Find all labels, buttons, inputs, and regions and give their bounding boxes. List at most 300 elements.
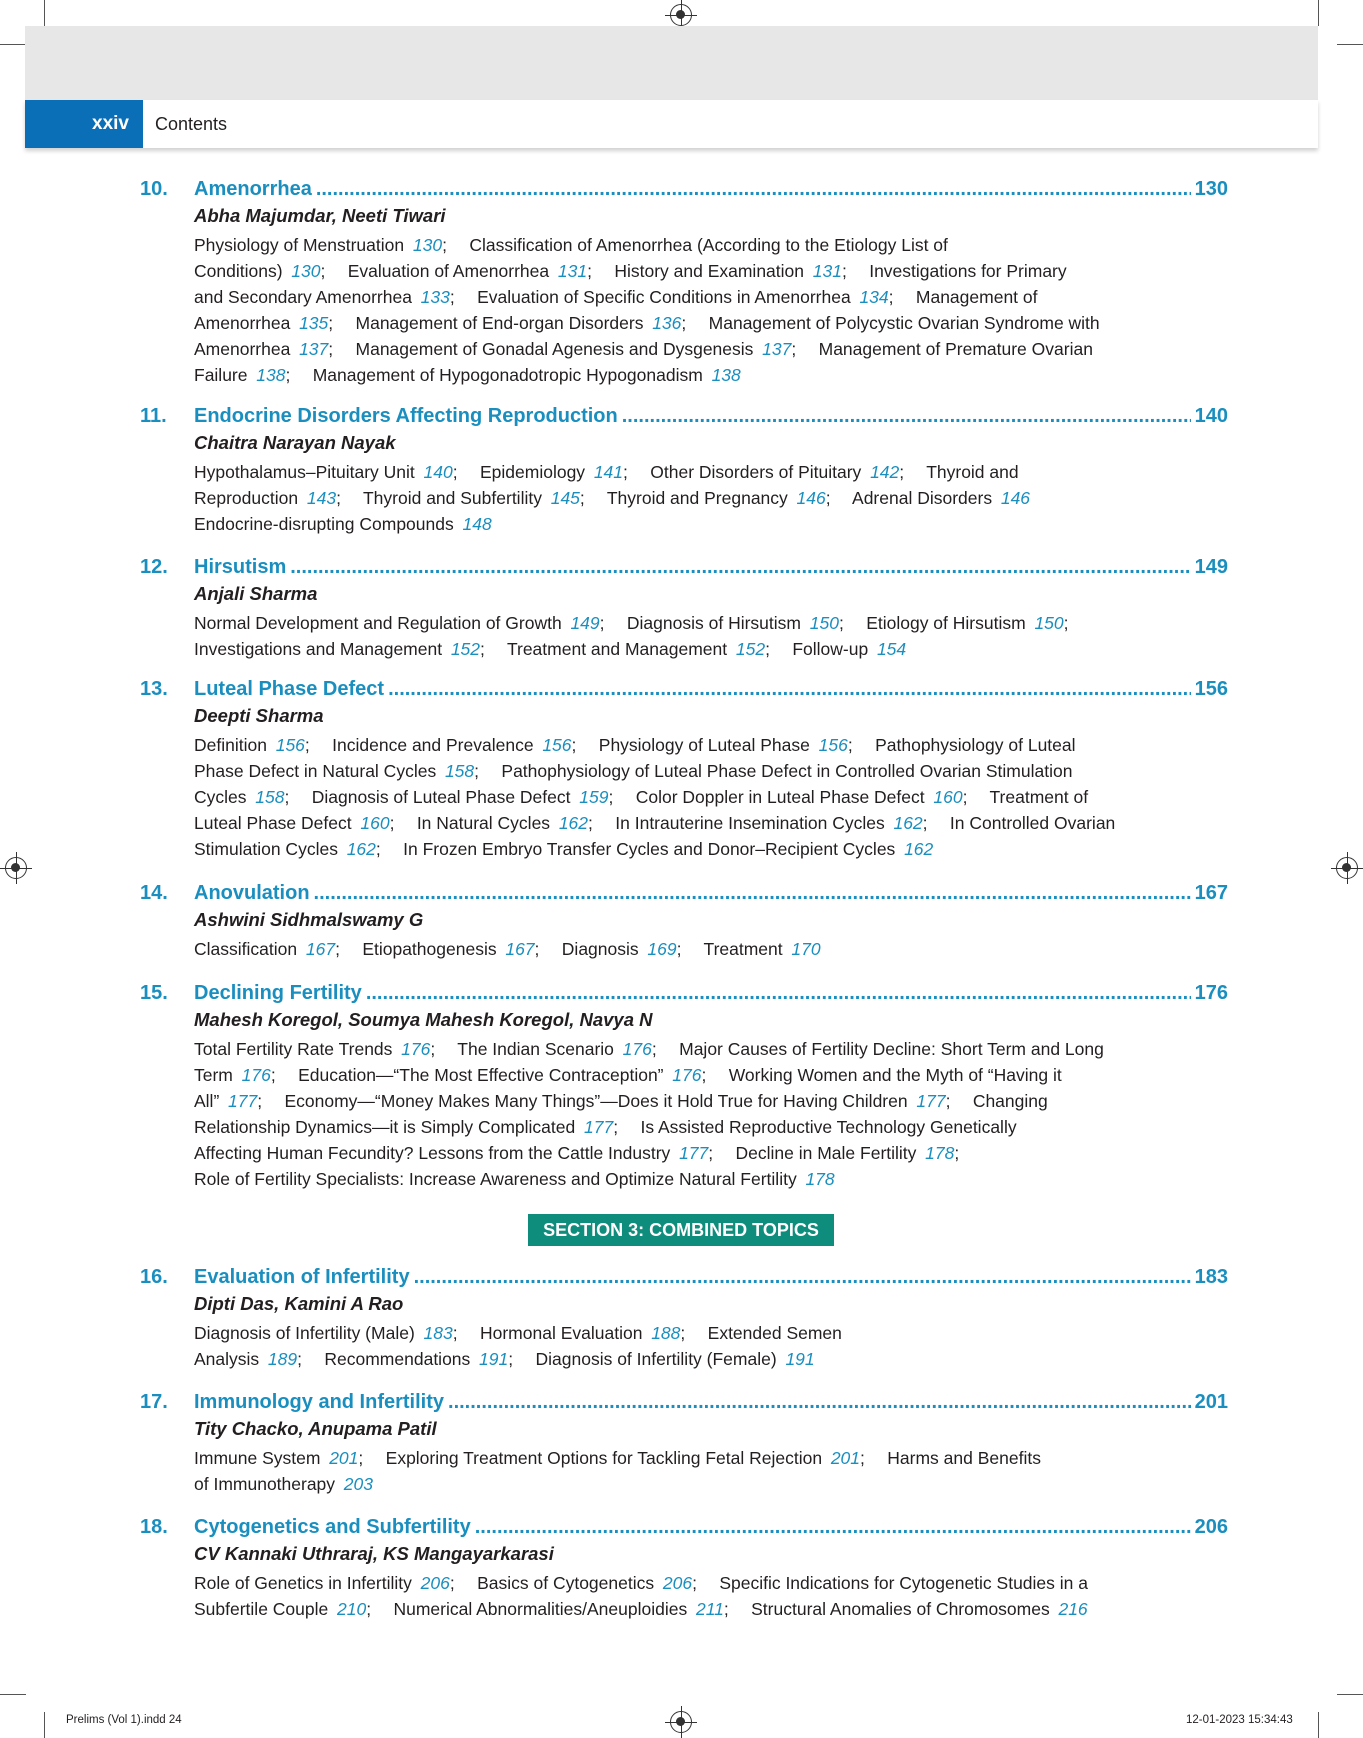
topic-name: Treatment bbox=[703, 939, 783, 959]
topic-separator: ; bbox=[860, 1448, 865, 1468]
topic-page: 201 bbox=[830, 1448, 861, 1468]
chapter-authors: CV Kannaki Uthraraj, KS Mangayarkarasi bbox=[194, 1543, 554, 1564]
topic-name: Management of Hypogonadotropic Hypogonadism bbox=[312, 365, 703, 385]
topic-name: In Controlled Ovarian bbox=[949, 813, 1116, 833]
topic-name: Working Women and the Myth of “Having it bbox=[728, 1065, 1062, 1085]
topic-separator: ; bbox=[608, 787, 614, 807]
topic-name: Physiology of Menstruation bbox=[194, 235, 405, 255]
topic-name: Normal Development and Regulation of Growth bbox=[194, 613, 562, 633]
chapter-authors: Anjali Sharma bbox=[194, 583, 318, 604]
chapter-number: 13. bbox=[140, 678, 168, 700]
topic-line bbox=[194, 1445, 1194, 1471]
dot-leader bbox=[475, 1516, 1191, 1539]
topic-line bbox=[194, 1140, 1194, 1166]
topic-name: Evaluation of Amenorrhea bbox=[347, 261, 550, 281]
topic-name: Hypothalamus–Pituitary Unit bbox=[194, 462, 415, 482]
topic-line bbox=[194, 1346, 1194, 1372]
topic-name: Management of Polycystic Ovarian Syndrome with bbox=[708, 313, 1100, 333]
dot-leader bbox=[314, 882, 1191, 905]
topic-separator: ; bbox=[366, 1599, 372, 1619]
topic-name: Treatment of bbox=[989, 787, 1089, 807]
topic-line bbox=[194, 284, 1194, 310]
topic-line bbox=[194, 232, 1194, 258]
topic-separator: ; bbox=[888, 287, 894, 307]
topic-name: The Indian Scenario bbox=[457, 1039, 614, 1059]
topic-line bbox=[194, 310, 1194, 336]
topic-name: In Frozen Embryo Transfer Cycles and Donor–Recipient Cycles bbox=[403, 839, 896, 859]
topic-page: 191 bbox=[785, 1349, 815, 1369]
topic-separator: ; bbox=[841, 261, 847, 281]
dot-leader bbox=[622, 405, 1191, 428]
entry-heading bbox=[140, 982, 1228, 1005]
toc-entry bbox=[140, 1391, 1228, 1497]
topic-name: Endocrine-disrupting Compounds bbox=[194, 514, 454, 534]
topic-separator: ; bbox=[304, 735, 310, 755]
topic-page: 138 bbox=[256, 365, 286, 385]
dot-leader bbox=[290, 556, 1190, 579]
page-header bbox=[25, 100, 1318, 148]
topic-line bbox=[194, 362, 1194, 388]
chapter-number: 11. bbox=[140, 405, 167, 427]
topic-name: Harms and Benefits bbox=[887, 1448, 1041, 1468]
topic-name: Classification of Amenorrhea (According to the Etiology List of bbox=[469, 235, 948, 255]
registration-mark-icon bbox=[670, 4, 692, 26]
toc-entry bbox=[140, 178, 1228, 388]
topic-name: Adrenal Disorders bbox=[852, 488, 993, 508]
topic-separator: ; bbox=[791, 339, 797, 359]
topic-name: Recommendations bbox=[324, 1349, 471, 1369]
topic-page: 137 bbox=[299, 339, 329, 359]
topic-separator: ; bbox=[328, 313, 334, 333]
topic-name: Failure bbox=[194, 365, 248, 385]
topic-name: Diagnosis of Infertility (Female) bbox=[535, 1349, 777, 1369]
chapter-number: 10. bbox=[140, 178, 168, 200]
topic-name: Incidence and Prevalence bbox=[332, 735, 534, 755]
topic-line bbox=[194, 336, 1194, 362]
topic-separator: ; bbox=[692, 1573, 697, 1593]
toc-entry bbox=[140, 1516, 1228, 1622]
topic-name: Management of Premature Ovarian bbox=[818, 339, 1093, 359]
topic-page: 183 bbox=[423, 1323, 453, 1343]
topic-name: Diagnosis of Luteal Phase Defect bbox=[311, 787, 571, 807]
topic-separator: ; bbox=[571, 735, 577, 755]
chapter-title: Immunology and Infertility bbox=[194, 1391, 445, 1413]
registration-mark-icon bbox=[1336, 857, 1358, 879]
topic-separator: ; bbox=[508, 1349, 514, 1369]
toc-entry bbox=[140, 556, 1228, 662]
topic-page: 188 bbox=[651, 1323, 681, 1343]
topic-line bbox=[194, 836, 1194, 862]
topic-separator: ; bbox=[681, 313, 687, 333]
entry-heading bbox=[140, 1266, 1228, 1289]
topic-line bbox=[194, 485, 1194, 511]
topic-page: 178 bbox=[925, 1143, 955, 1163]
topic-page: 176 bbox=[241, 1065, 271, 1085]
entry-heading bbox=[140, 405, 1228, 428]
topic-page: 176 bbox=[401, 1039, 431, 1059]
topic-separator: ; bbox=[838, 613, 844, 633]
topic-name: Education—“The Most Effective Contraception” bbox=[298, 1065, 664, 1085]
topic-name: Numerical Abnormalities/Aneuploidies bbox=[393, 1599, 688, 1619]
topic-name: of Immunotherapy bbox=[194, 1474, 336, 1494]
topic-separator: ; bbox=[270, 1065, 276, 1085]
topic-name: Major Causes of Fertility Decline: Short Term and Long bbox=[679, 1039, 1104, 1059]
chapter-authors: Chaitra Narayan Nayak bbox=[194, 432, 396, 453]
topic-line bbox=[194, 636, 1194, 662]
crop-mark bbox=[1337, 1694, 1363, 1695]
topic-page: 210 bbox=[337, 1599, 367, 1619]
topic-separator: ; bbox=[375, 839, 381, 859]
topic-name: Pathophysiology of Luteal bbox=[875, 735, 1076, 755]
topic-page: 131 bbox=[812, 261, 842, 281]
chapter-page: 206 bbox=[1194, 1516, 1228, 1538]
topic-line bbox=[194, 1596, 1194, 1622]
chapter-number: 12. bbox=[140, 556, 168, 578]
topic-page: 152 bbox=[450, 639, 481, 659]
topic-name: Physiology of Luteal Phase bbox=[598, 735, 810, 755]
topic-name: Immune System bbox=[194, 1448, 321, 1468]
topic-separator: ; bbox=[922, 813, 928, 833]
topic-line bbox=[194, 1036, 1194, 1062]
topic-name: Conditions) bbox=[194, 261, 283, 281]
chapter-authors: Ashwini Sidhmalswamy G bbox=[194, 909, 424, 930]
topic-name: In Natural Cycles bbox=[416, 813, 551, 833]
chapter-title: Evaluation of Infertility bbox=[194, 1266, 410, 1288]
topic-line bbox=[194, 784, 1194, 810]
topic-page: 136 bbox=[652, 313, 682, 333]
chapter-number: 14. bbox=[140, 882, 168, 904]
chapter-page: 156 bbox=[1194, 678, 1228, 700]
topic-line bbox=[194, 1320, 1194, 1346]
topic-line bbox=[194, 1570, 1194, 1596]
chapter-number: 15. bbox=[140, 982, 168, 1004]
dot-leader bbox=[414, 1266, 1191, 1289]
topic-page: 170 bbox=[791, 939, 821, 959]
topic-page: 162 bbox=[558, 813, 589, 833]
topic-name: All” bbox=[194, 1091, 220, 1111]
chapter-authors: Tity Chacko, Anupama Patil bbox=[194, 1418, 437, 1439]
topic-separator: ; bbox=[651, 1039, 657, 1059]
topic-page: 191 bbox=[479, 1349, 509, 1369]
topic-page: 146 bbox=[796, 488, 826, 508]
topic-name: Management of End-organ Disorders bbox=[355, 313, 644, 333]
topic-name: Evaluation of Specific Conditions in Amenorrhea bbox=[477, 287, 851, 307]
topic-line bbox=[194, 1114, 1194, 1140]
topic-name: Diagnosis of Infertility (Male) bbox=[194, 1323, 415, 1343]
topic-separator: ; bbox=[579, 488, 585, 508]
topic-name: Specific Indications for Cytogenetic Studies in a bbox=[719, 1573, 1088, 1593]
topic-line bbox=[194, 758, 1194, 784]
topic-page: 154 bbox=[876, 639, 907, 659]
topic-separator: ; bbox=[680, 1323, 686, 1343]
chapter-authors: Deepti Sharma bbox=[194, 705, 324, 726]
topic-name: Management of bbox=[915, 287, 1038, 307]
crop-mark bbox=[1318, 1712, 1319, 1738]
topic-page: 142 bbox=[870, 462, 900, 482]
topic-separator: ; bbox=[899, 462, 905, 482]
topic-name: Diagnosis bbox=[561, 939, 639, 959]
topic-name: Affecting Human Fecundity? Lessons from the Cattle Industry bbox=[194, 1143, 671, 1163]
topic-name: Term bbox=[194, 1065, 233, 1085]
topic-separator: ; bbox=[825, 488, 831, 508]
topic-page: 211 bbox=[695, 1599, 724, 1619]
entry-heading bbox=[140, 556, 1228, 579]
dot-leader bbox=[366, 982, 1191, 1005]
topic-separator: ; bbox=[358, 1448, 364, 1468]
topic-separator: ; bbox=[285, 365, 291, 385]
topic-page: 162 bbox=[904, 839, 934, 859]
topic-page: 158 bbox=[444, 761, 475, 781]
topic-page: 156 bbox=[818, 735, 848, 755]
toc-entry bbox=[140, 405, 1228, 537]
toc-entry bbox=[140, 982, 1228, 1192]
topic-page: 206 bbox=[420, 1573, 450, 1593]
section-banner: SECTION 3: COMBINED TOPICS bbox=[528, 1214, 834, 1246]
topic-name: Exploring Treatment Options for Tackling Fetal Rejection bbox=[385, 1448, 823, 1468]
topic-name: Stimulation Cycles bbox=[194, 839, 338, 859]
topic-page: 134 bbox=[859, 287, 889, 307]
topic-page: 167 bbox=[305, 939, 336, 959]
topic-separator: ; bbox=[320, 261, 326, 281]
topic-line bbox=[194, 1166, 1194, 1192]
topic-separator: ; bbox=[284, 787, 290, 807]
chapter-title: Hirsutism bbox=[194, 556, 287, 578]
topic-page: 177 bbox=[228, 1091, 258, 1111]
entry-heading bbox=[140, 882, 1228, 905]
chapter-topics bbox=[194, 1036, 1194, 1192]
topic-name: Diagnosis of Hirsutism bbox=[626, 613, 801, 633]
topic-page: 162 bbox=[346, 839, 376, 859]
topic-page: 131 bbox=[557, 261, 588, 281]
topic-page: 148 bbox=[462, 514, 492, 534]
topic-name: Treatment and Management bbox=[506, 639, 728, 659]
topic-separator: ; bbox=[708, 1143, 714, 1163]
page-number: xxiv bbox=[25, 100, 143, 148]
topic-name: Total Fertility Rate Trends bbox=[194, 1039, 393, 1059]
topic-separator: ; bbox=[335, 939, 340, 959]
topic-line bbox=[194, 1471, 1194, 1497]
topic-separator: ; bbox=[297, 1349, 302, 1369]
topic-page: 178 bbox=[805, 1169, 835, 1189]
topic-separator: ; bbox=[257, 1091, 263, 1111]
topic-page: 135 bbox=[299, 313, 329, 333]
topic-separator: ; bbox=[336, 488, 341, 508]
topic-separator: ; bbox=[701, 1065, 707, 1085]
topic-name: Investigations for Primary bbox=[869, 261, 1067, 281]
chapter-number: 18. bbox=[140, 1516, 168, 1538]
topic-page: 146 bbox=[1000, 488, 1031, 508]
topic-name: Reproduction bbox=[194, 488, 299, 508]
topic-line bbox=[194, 610, 1194, 636]
topic-page: 169 bbox=[647, 939, 677, 959]
topic-page: 140 bbox=[423, 462, 453, 482]
chapter-topics bbox=[194, 232, 1194, 388]
topic-name: Changing bbox=[972, 1091, 1048, 1111]
topic-page: 130 bbox=[291, 261, 321, 281]
topic-page: 130 bbox=[412, 235, 443, 255]
chapter-title: Luteal Phase Defect bbox=[194, 678, 385, 700]
topic-page: 138 bbox=[711, 365, 741, 385]
crop-mark bbox=[1318, 0, 1319, 26]
topic-line bbox=[194, 810, 1194, 836]
chapter-topics bbox=[194, 936, 1194, 962]
topic-line bbox=[194, 732, 1194, 758]
topic-name: Thyroid and Pregnancy bbox=[606, 488, 788, 508]
chapter-title: Endocrine Disorders Affecting Reproduction bbox=[194, 405, 618, 427]
topic-separator: ; bbox=[452, 1323, 458, 1343]
topic-page: 176 bbox=[622, 1039, 652, 1059]
topic-name: Color Doppler in Luteal Phase Defect bbox=[635, 787, 925, 807]
topic-name: Investigations and Management bbox=[194, 639, 443, 659]
toc-entry bbox=[140, 882, 1228, 962]
chapter-authors: Dipti Das, Kamini A Rao bbox=[194, 1293, 404, 1314]
topic-name: Structural Anomalies of Chromosomes bbox=[751, 1599, 1050, 1619]
topic-separator: ; bbox=[723, 1599, 729, 1619]
topic-line bbox=[194, 1088, 1194, 1114]
chapter-authors: Mahesh Koregol, Soumya Mahesh Koregol, Navya N bbox=[194, 1009, 653, 1030]
topic-separator: ; bbox=[613, 1117, 619, 1137]
entry-heading bbox=[140, 678, 1228, 701]
topic-name: Relationship Dynamics—it is Simply Complicated bbox=[194, 1117, 576, 1137]
chapter-page: 140 bbox=[1194, 405, 1228, 427]
crop-mark bbox=[0, 1694, 26, 1695]
topic-line bbox=[194, 258, 1194, 284]
topic-name: Thyroid and Subfertility bbox=[362, 488, 542, 508]
topic-separator: ; bbox=[954, 1143, 960, 1163]
topic-name: Management of Gonadal Agenesis and Dysgenesis bbox=[355, 339, 754, 359]
topic-page: 203 bbox=[343, 1474, 373, 1494]
topic-name: Other Disorders of Pituitary bbox=[650, 462, 862, 482]
topic-separator: ; bbox=[765, 639, 770, 659]
topic-page: 158 bbox=[255, 787, 285, 807]
topic-separator: ; bbox=[452, 462, 458, 482]
topic-line bbox=[194, 936, 1194, 962]
topic-name: Role of Genetics in Infertility bbox=[194, 1573, 412, 1593]
topic-name: Extended Semen bbox=[707, 1323, 842, 1343]
topic-name: Subfertile Couple bbox=[194, 1599, 329, 1619]
chapter-page: 176 bbox=[1194, 982, 1228, 1004]
topic-name: Hormonal Evaluation bbox=[479, 1323, 643, 1343]
topic-name: and Secondary Amenorrhea bbox=[194, 287, 412, 307]
chapter-title: Declining Fertility bbox=[194, 982, 362, 1004]
footer-datetime: 12-01-2023 15:34:43 bbox=[1186, 1714, 1293, 1726]
topic-separator: ; bbox=[480, 639, 485, 659]
topic-name: In Intrauterine Insemination Cycles bbox=[615, 813, 885, 833]
topic-page: 156 bbox=[542, 735, 572, 755]
topic-page: 137 bbox=[762, 339, 792, 359]
topic-separator: ; bbox=[389, 813, 395, 833]
entry-heading bbox=[140, 1391, 1228, 1414]
crop-mark bbox=[0, 44, 26, 45]
topic-name: Follow-up bbox=[792, 639, 869, 659]
topic-line bbox=[194, 1062, 1194, 1088]
dot-leader bbox=[448, 1391, 1191, 1414]
topic-separator: ; bbox=[676, 939, 682, 959]
crop-mark bbox=[44, 1712, 45, 1738]
topic-line bbox=[194, 511, 1194, 537]
topic-name: Cycles bbox=[194, 787, 247, 807]
topic-page: 160 bbox=[360, 813, 390, 833]
topic-page: 156 bbox=[275, 735, 305, 755]
topic-separator: ; bbox=[623, 462, 628, 482]
topic-page: 133 bbox=[420, 287, 450, 307]
topic-page: 216 bbox=[1058, 1599, 1088, 1619]
topic-page: 167 bbox=[505, 939, 535, 959]
topic-page: 206 bbox=[662, 1573, 693, 1593]
chapter-page: 167 bbox=[1194, 882, 1228, 904]
topic-separator: ; bbox=[588, 813, 593, 833]
topic-separator: ; bbox=[847, 735, 853, 755]
registration-mark-icon bbox=[670, 1711, 692, 1733]
topic-name: Phase Defect in Natural Cycles bbox=[194, 761, 437, 781]
chapter-topics bbox=[194, 1320, 1194, 1372]
topic-name: Role of Fertility Specialists: Increase Awareness and Optimize Natural Fertility bbox=[194, 1169, 797, 1189]
chapter-number: 17. bbox=[140, 1391, 168, 1413]
topic-page: 201 bbox=[329, 1448, 359, 1468]
topic-separator: ; bbox=[599, 613, 605, 633]
topic-name: Analysis bbox=[194, 1349, 260, 1369]
topic-name: History and Examination bbox=[614, 261, 804, 281]
topic-name: Definition bbox=[194, 735, 267, 755]
running-head: Contents bbox=[155, 114, 228, 134]
topic-page: 141 bbox=[593, 462, 624, 482]
dot-leader bbox=[388, 678, 1191, 701]
topic-page: 162 bbox=[893, 813, 923, 833]
topic-name: Basics of Cytogenetics bbox=[477, 1573, 655, 1593]
footer-file: Prelims (Vol 1).indd 24 bbox=[66, 1714, 182, 1726]
topic-name: Thyroid and bbox=[926, 462, 1019, 482]
entry-heading bbox=[140, 178, 1228, 201]
topic-page: 159 bbox=[579, 787, 609, 807]
chapter-title: Amenorrhea bbox=[194, 178, 312, 200]
topic-name: Amenorrhea bbox=[194, 339, 291, 359]
chapter-page: 149 bbox=[1194, 556, 1228, 578]
crop-mark bbox=[1337, 44, 1363, 45]
topic-page: 145 bbox=[550, 488, 580, 508]
topic-page: 176 bbox=[672, 1065, 702, 1085]
chapter-topics bbox=[194, 1570, 1194, 1622]
chapter-topics bbox=[194, 1445, 1194, 1497]
topic-separator: ; bbox=[534, 939, 540, 959]
chapter-topics bbox=[194, 459, 1194, 537]
topic-name: Classification bbox=[194, 939, 298, 959]
topic-page: 152 bbox=[735, 639, 766, 659]
crop-mark bbox=[44, 0, 45, 26]
topic-separator: ; bbox=[474, 761, 480, 781]
topic-separator: ; bbox=[962, 787, 968, 807]
registration-mark-icon bbox=[5, 857, 27, 879]
chapter-page: 130 bbox=[1194, 178, 1228, 200]
topic-line bbox=[194, 459, 1194, 485]
topic-page: 150 bbox=[809, 613, 839, 633]
topic-page: 143 bbox=[306, 488, 337, 508]
chapter-authors: Abha Majumdar, Neeti Tiwari bbox=[194, 205, 446, 226]
chapter-topics bbox=[194, 732, 1194, 862]
toc-entry bbox=[140, 1266, 1228, 1372]
topic-separator: ; bbox=[449, 287, 455, 307]
topic-separator: ; bbox=[328, 339, 334, 359]
topic-name: Is Assisted Reproductive Technology Genetically bbox=[640, 1117, 1017, 1137]
topic-name: Pathophysiology of Luteal Phase Defect in Controlled Ovarian Stimulation bbox=[501, 761, 1073, 781]
chapter-title: Cytogenetics and Subfertility bbox=[194, 1516, 471, 1538]
dot-leader bbox=[316, 178, 1191, 201]
topic-separator: ; bbox=[442, 235, 447, 255]
topic-separator: ; bbox=[587, 261, 592, 281]
topic-page: 160 bbox=[933, 787, 963, 807]
topic-name: Etiology of Hirsutism bbox=[866, 613, 1026, 633]
topic-page: 189 bbox=[267, 1349, 298, 1369]
topic-page: 149 bbox=[570, 613, 600, 633]
